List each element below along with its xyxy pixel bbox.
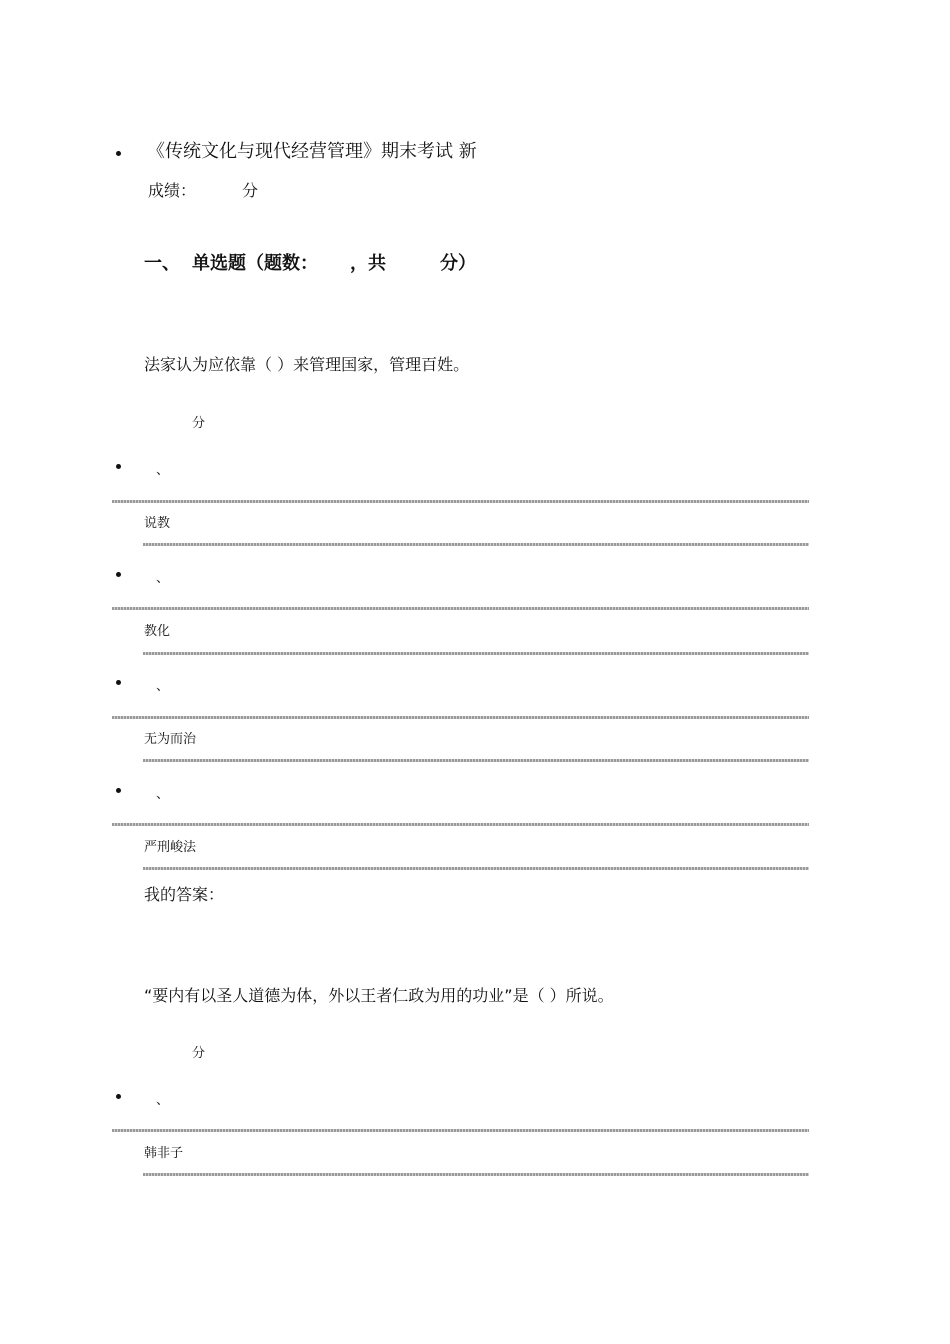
section-number: 一、 bbox=[144, 253, 180, 274]
option-text[interactable]: 无为而治 bbox=[144, 732, 197, 747]
divider bbox=[112, 716, 809, 719]
divider bbox=[112, 607, 809, 610]
option-separator: 、 bbox=[156, 1093, 170, 1108]
score-label: 成绩： bbox=[148, 181, 197, 200]
divider bbox=[112, 500, 809, 503]
option-text[interactable]: 严刑峻法 bbox=[144, 840, 197, 855]
option-separator: 、 bbox=[156, 571, 170, 586]
option-separator: 、 bbox=[156, 463, 170, 478]
divider bbox=[112, 823, 809, 826]
title-bullet bbox=[116, 151, 121, 156]
option-bullet bbox=[116, 788, 121, 793]
divider bbox=[143, 867, 809, 870]
score-unit: 分 bbox=[242, 181, 259, 200]
option-text[interactable]: 教化 bbox=[144, 624, 171, 639]
divider bbox=[143, 759, 809, 762]
option-bullet bbox=[116, 572, 121, 577]
exam-title: 《传统文化与现代经营管理》期末考试 新 bbox=[147, 141, 477, 162]
option-bullet bbox=[116, 680, 121, 685]
option-separator: 、 bbox=[156, 787, 170, 802]
option-text[interactable]: 韩非子 bbox=[144, 1146, 184, 1161]
option-bullet bbox=[116, 464, 121, 469]
divider bbox=[112, 1129, 809, 1132]
option-text[interactable]: 说教 bbox=[144, 516, 171, 531]
section-total: ，共 bbox=[350, 253, 386, 274]
option-separator: 、 bbox=[156, 679, 170, 694]
divider bbox=[143, 652, 809, 655]
question-text: “要内有以圣人道德为体，外以王者仁政为用的功业”是（ ）所说。 bbox=[144, 986, 614, 1005]
section-label: 单选题（题数： bbox=[192, 253, 318, 274]
divider bbox=[143, 543, 809, 546]
divider bbox=[143, 1173, 809, 1176]
question-points: 分 bbox=[192, 416, 206, 431]
question-text: 法家认为应依靠（ ）来管理国家，管理百姓。 bbox=[144, 355, 470, 374]
question-points: 分 bbox=[192, 1046, 206, 1061]
section-unit: 分） bbox=[440, 253, 476, 274]
option-bullet bbox=[116, 1094, 121, 1099]
my-answer-label: 我的答案： bbox=[144, 885, 225, 904]
